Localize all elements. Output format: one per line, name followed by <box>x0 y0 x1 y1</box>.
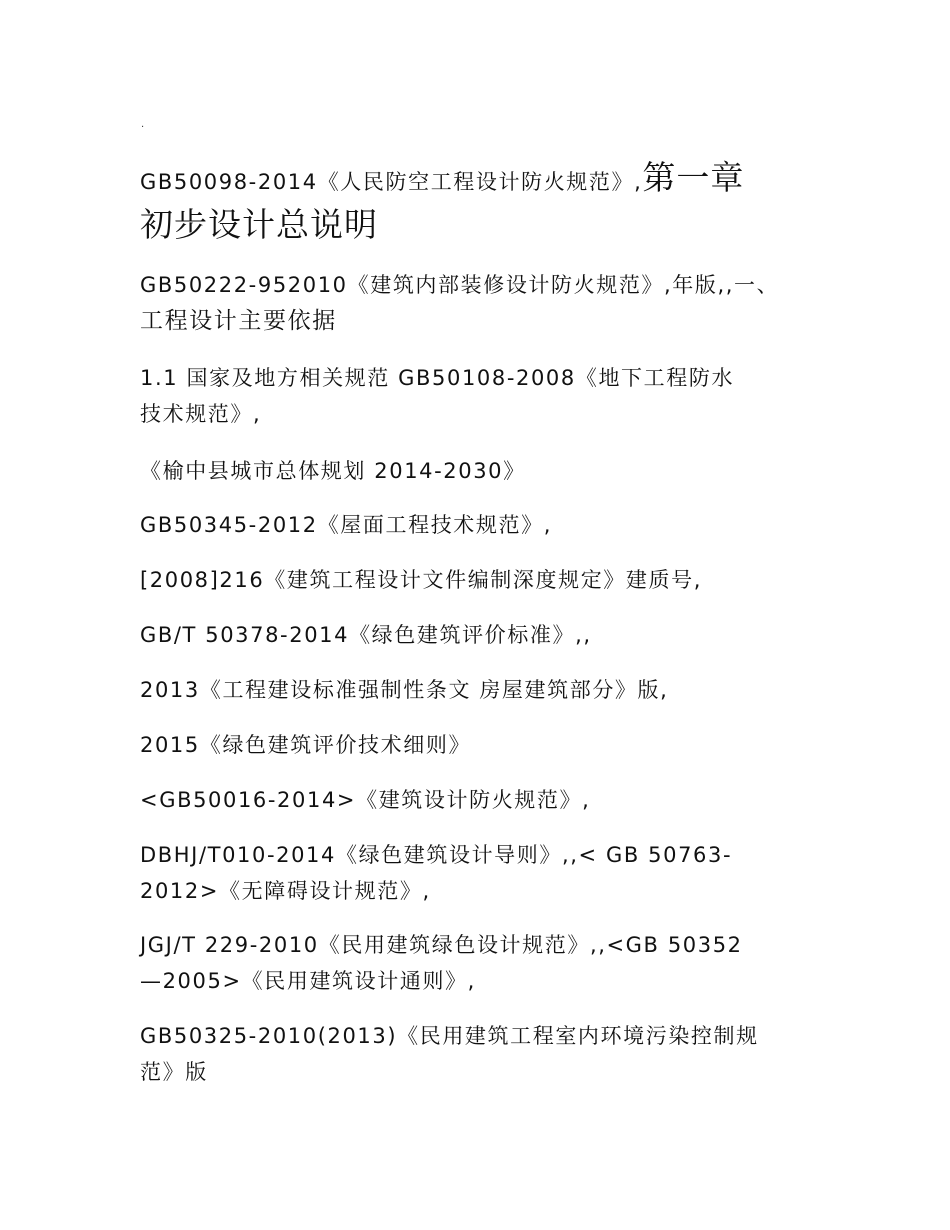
paragraph-gb50345 <box>140 507 820 543</box>
paragraph-jgjt229 <box>140 927 820 999</box>
paragraph-line: 技术规范》, <box>140 402 262 426</box>
page-mark: . <box>141 119 145 130</box>
paragraph-line: 2012>《无障碍设计规范》, <box>140 879 431 903</box>
paragraph-line: GB50325-2010(2013)《民用建筑工程室内环境污染控制规 <box>140 1024 759 1048</box>
paragraph-line: [2008]216《建筑工程设计文件编制深度规定》建质号, <box>140 568 702 592</box>
paragraph-line: 2013《工程建设标准强制性条文 房屋建筑部分》版, <box>140 678 669 702</box>
paragraph-line: 2015《绿色建筑评价技术细则》 <box>140 733 472 757</box>
paragraph-gbt50378 <box>140 617 820 653</box>
paragraph-2013-standard <box>140 672 820 708</box>
paragraph-2008-216 <box>140 562 820 598</box>
paragraph-line: 工程设计主要依据 <box>140 308 337 334</box>
paragraph-line: 《榆中县城市总体规划 2014-2030》 <box>140 459 526 483</box>
paragraph-line: GB50222-952010《建筑内部装修设计防火规范》,年版,,一、 <box>140 273 780 297</box>
paragraph-gb50222 <box>140 267 820 339</box>
paragraph-dbhj <box>140 837 820 909</box>
paragraph-line: <GB50016-2014>《建筑设计防火规范》, <box>140 788 591 812</box>
paragraph-line: JGJ/T 229-2010《民用建筑绿色设计规范》,,<GB 50352 <box>140 933 743 957</box>
paragraph-gb50016 <box>140 782 820 818</box>
paragraph-line: 1.1 国家及地方相关规范 GB50108-2008《地下工程防水 <box>140 366 735 390</box>
paragraph-line: —2005>《民用建筑设计通则》, <box>140 969 476 993</box>
paragraph-2015-rules <box>140 727 820 763</box>
paragraph-line: DBHJ/T010-2014《绿色建筑设计导则》,,< GB 50763- <box>140 843 733 867</box>
chapter-heading: 第一章 <box>642 158 745 197</box>
paragraph-line: GB/T 50378-2014《绿色建筑评价标准》,, <box>140 623 592 647</box>
paragraph-line <box>140 160 820 200</box>
section-heading: 初步设计总说明 <box>140 205 378 244</box>
paragraph-yuzhong-plan <box>140 453 820 489</box>
paragraph-line: GB50345-2012《屋面工程技术规范》, <box>140 513 552 537</box>
paragraph-line: 范》版 <box>140 1060 208 1084</box>
reference-text: GB50098-2014《人民防空工程设计防火规范》, <box>140 170 643 194</box>
paragraph-1-1 <box>140 360 820 432</box>
paragraph-gb50325 <box>140 1018 820 1090</box>
paragraph-gb50098 <box>140 160 820 246</box>
